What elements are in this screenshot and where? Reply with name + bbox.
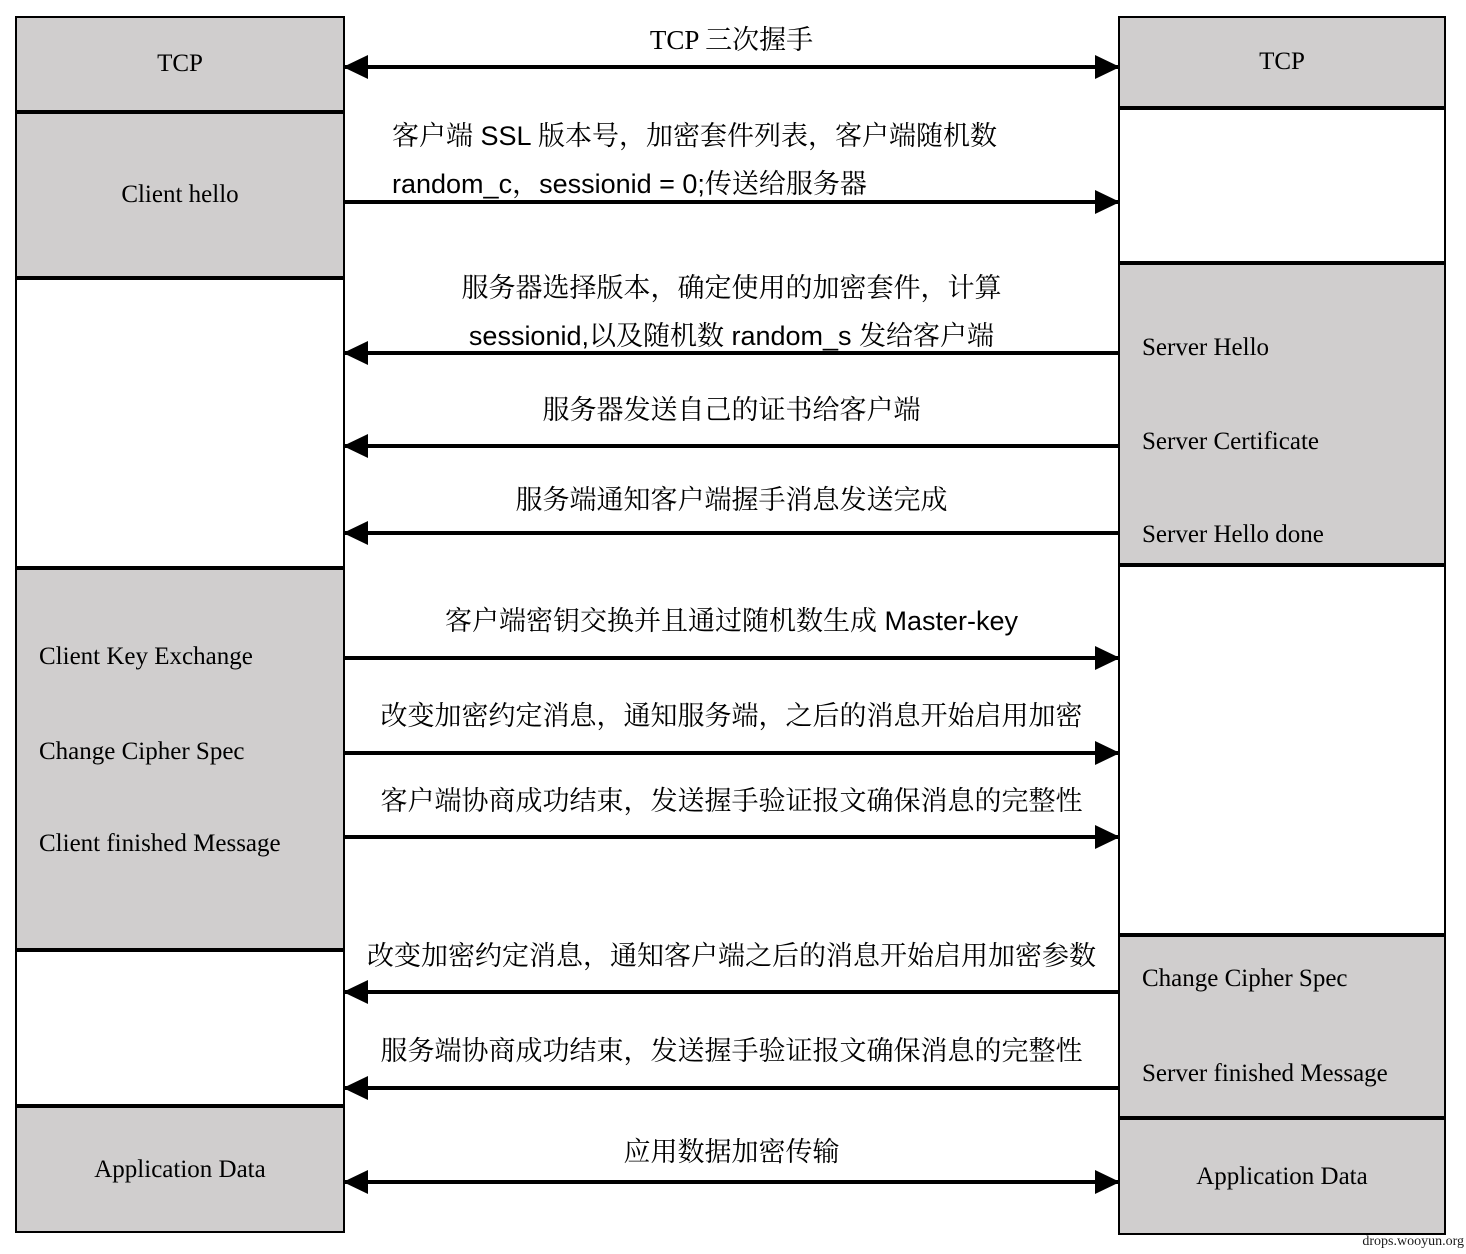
arrowhead-right-icon [1095, 1170, 1120, 1194]
watermark-text: drops.wooyun.org [1362, 1234, 1464, 1249]
arrow-shaft [345, 65, 1118, 69]
arrow-shaft [345, 990, 1118, 994]
arrow-shaft [345, 444, 1118, 448]
arrowhead-left-icon [343, 1076, 368, 1100]
server-application-data-box [1118, 1118, 1446, 1235]
server-certificate-label: Server Certificate [1142, 428, 1319, 455]
server-hello-label: Server Hello [1142, 334, 1270, 361]
server-finish-box [1118, 935, 1446, 1118]
client-handshake-box [15, 568, 345, 950]
tcp-handshake-message-label: TCP 三次握手 [649, 25, 814, 55]
server-hello-done-label: Server Hello done [1142, 521, 1324, 548]
server-finished-message-text-label: 服务端协商成功结束，发送握手验证报文确保消息的完整性 [380, 1036, 1083, 1066]
client-finished-message-label: Client finished Message [39, 830, 281, 857]
server-finished-message-label: Server finished Message [1142, 1060, 1388, 1087]
client-tcp-box [15, 16, 345, 112]
server-application-data-label: Application Data [1196, 1162, 1368, 1190]
server-hello-done-message-label: 服务端通知客户端握手消息发送完成 [515, 485, 948, 515]
client-empty-box-2 [15, 950, 345, 1106]
arrowhead-right-icon [1095, 55, 1120, 79]
client-finished-message-text-label: 客户端协商成功结束，发送握手验证报文确保消息的完整性 [380, 786, 1083, 816]
application-data-message-label: 应用数据加密传输 [623, 1137, 840, 1167]
server-tcp-label: TCP [1259, 48, 1305, 75]
arrowhead-left-icon [343, 55, 368, 79]
client-hello-label: Client hello [121, 181, 239, 208]
arrowhead-right-icon [1095, 190, 1120, 214]
client-tcp-label: TCP [157, 50, 203, 77]
client-application-data-label: Application Data [94, 1155, 266, 1183]
arrow-shaft [345, 835, 1118, 839]
arrow-shaft [345, 531, 1118, 535]
server-certificate-message-label: 服务器发送自己的证书给客户端 [542, 395, 921, 425]
server-empty-box-2 [1118, 565, 1446, 935]
server-change-cipher-spec-label: Change Cipher Spec [1142, 965, 1348, 992]
arrowhead-left-icon [343, 434, 368, 458]
client-key-exchange-message-label: 客户端密钥交换并且通过随机数生成 Master-key [444, 606, 1019, 636]
server-empty-box-1 [1118, 108, 1446, 263]
client-empty-box-1 [15, 278, 345, 568]
arrow-shaft [345, 1180, 1118, 1184]
client-change-cipher-message-label: 改变加密约定消息，通知服务端，之后的消息开始启用加密 [380, 701, 1083, 731]
arrowhead-left-icon [343, 980, 368, 1004]
arrowhead-left-icon [343, 521, 368, 545]
arrowhead-left-icon [343, 1170, 368, 1194]
arrowhead-right-icon [1095, 646, 1120, 670]
arrow-shaft [345, 1086, 1118, 1090]
client-application-data-box [15, 1106, 345, 1233]
client-hello-box [15, 112, 345, 278]
arrow-shaft [345, 751, 1118, 755]
arrowhead-left-icon [343, 341, 368, 365]
arrow-shaft [345, 656, 1118, 660]
arrowhead-right-icon [1095, 741, 1120, 765]
arrowhead-right-icon [1095, 825, 1120, 849]
server-change-cipher-message-label: 改变加密约定消息，通知客户端之后的消息开始启用加密参数 [367, 941, 1096, 971]
arrow-shaft [345, 351, 1118, 355]
client-hello-message-label: 客户端 SSL 版本号，加密套件列表，客户端随机数 random_c，sessionid = 0;传送给服务器 [392, 121, 998, 199]
client-change-cipher-spec-label: Change Cipher Spec [39, 738, 245, 765]
client-key-exchange-label: Client Key Exchange [39, 643, 253, 670]
server-tcp-box [1118, 16, 1446, 108]
server-hello-box [1118, 263, 1446, 565]
server-hello-message-label: 服务器选择版本，确定使用的加密套件，计算 sessionid,以及随机数 random_s 发给客户端 [461, 273, 1002, 351]
arrow-shaft [345, 200, 1118, 204]
